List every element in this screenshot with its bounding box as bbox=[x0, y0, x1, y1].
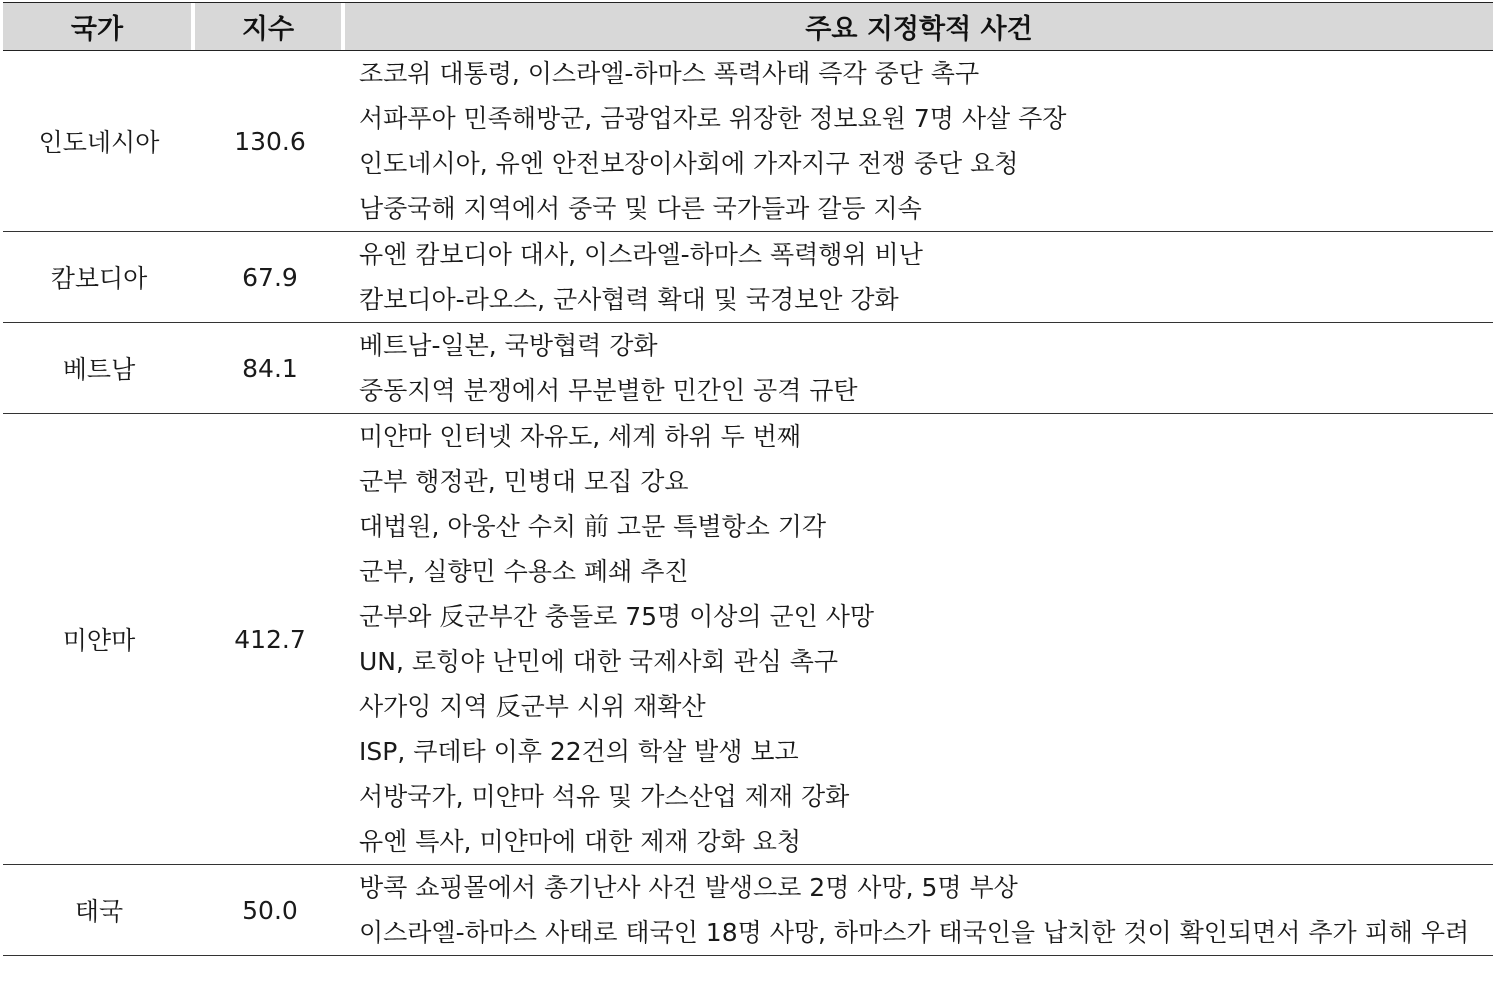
country-cell: 베트남 bbox=[62, 355, 136, 384]
event-item: 대법원, 아웅산 수치 前 고문 특별항소 기각 bbox=[359, 512, 827, 541]
events-cell bbox=[345, 414, 1493, 864]
header-country: 국가 bbox=[3, 3, 191, 50]
event-item: 사가잉 지역 反군부 시위 재확산 bbox=[359, 692, 706, 721]
table-row bbox=[3, 232, 1493, 323]
country-cell: 태국 bbox=[74, 897, 124, 926]
country-cell: 인도네시아 bbox=[38, 128, 160, 157]
header-index: 지수 bbox=[195, 3, 341, 50]
event-item: 인도네시아, 유엔 안전보장이사회에 가자지구 전쟁 중단 요청 bbox=[359, 149, 1019, 178]
index-cell: 50.0 bbox=[242, 895, 298, 925]
index-cell: 412.7 bbox=[234, 624, 306, 654]
country-cell: 미얀마 bbox=[62, 626, 136, 655]
event-item: 캄보디아-라오스, 군사협력 확대 및 국경보안 강화 bbox=[359, 285, 899, 314]
event-item: 유엔 특사, 미얀마에 대한 제재 강화 요청 bbox=[359, 827, 802, 856]
event-item: 조코위 대통령, 이스라엘-하마스 폭력사태 즉각 중단 촉구 bbox=[359, 59, 980, 88]
events-cell bbox=[345, 51, 1493, 231]
events-cell bbox=[345, 232, 1493, 322]
country-cell: 캄보디아 bbox=[50, 264, 148, 293]
event-item: 남중국해 지역에서 중국 및 다른 국가들과 갈등 지속 bbox=[359, 194, 922, 223]
header-events: 주요 지정학적 사건 bbox=[345, 3, 1493, 50]
table-row bbox=[3, 323, 1493, 414]
event-item: 서방국가, 미얀마 석유 및 가스산업 제재 강화 bbox=[359, 782, 850, 811]
event-item: 베트남-일본, 국방협력 강화 bbox=[359, 331, 658, 360]
event-item: 방콕 쇼핑몰에서 총기난사 사건 발생으로 2명 사망, 5명 부상 bbox=[359, 873, 1018, 902]
table-row bbox=[3, 51, 1493, 232]
events-cell bbox=[345, 323, 1493, 413]
event-item: UN, 로힝야 난민에 대한 국제사회 관심 촉구 bbox=[359, 647, 839, 676]
event-item: 군부 행정관, 민병대 모집 강요 bbox=[359, 467, 689, 496]
table-row bbox=[3, 414, 1493, 865]
index-cell: 67.9 bbox=[242, 262, 298, 292]
event-item: 유엔 캄보디아 대사, 이스라엘-하마스 폭력행위 비난 bbox=[359, 240, 923, 269]
event-item: 중동지역 분쟁에서 무분별한 민간인 공격 규탄 bbox=[359, 376, 858, 405]
table-row bbox=[3, 865, 1493, 956]
event-item: ISP, 쿠데타 이후 22건의 학살 발생 보고 bbox=[359, 737, 799, 766]
table-body bbox=[3, 51, 1493, 956]
index-cell: 130.6 bbox=[234, 126, 306, 156]
table-header bbox=[3, 3, 1493, 51]
event-item: 미얀마 인터넷 자유도, 세계 하위 두 번째 bbox=[359, 422, 802, 451]
events-cell bbox=[345, 865, 1493, 955]
event-item: 이스라엘-하마스 사태로 태국인 18명 사망, 하마스가 태국인을 납치한 것이 확인되면서 추가 피해 우려 bbox=[359, 918, 1470, 947]
event-item: 군부, 실향민 수용소 폐쇄 추진 bbox=[359, 557, 689, 586]
event-item: 서파푸아 민족해방군, 금광업자로 위장한 정보요원 7명 사살 주장 bbox=[359, 104, 1067, 133]
event-item: 군부와 反군부간 충돌로 75명 이상의 군인 사망 bbox=[359, 602, 875, 631]
index-cell: 84.1 bbox=[242, 353, 298, 383]
geopolitical-events-table bbox=[3, 2, 1493, 956]
